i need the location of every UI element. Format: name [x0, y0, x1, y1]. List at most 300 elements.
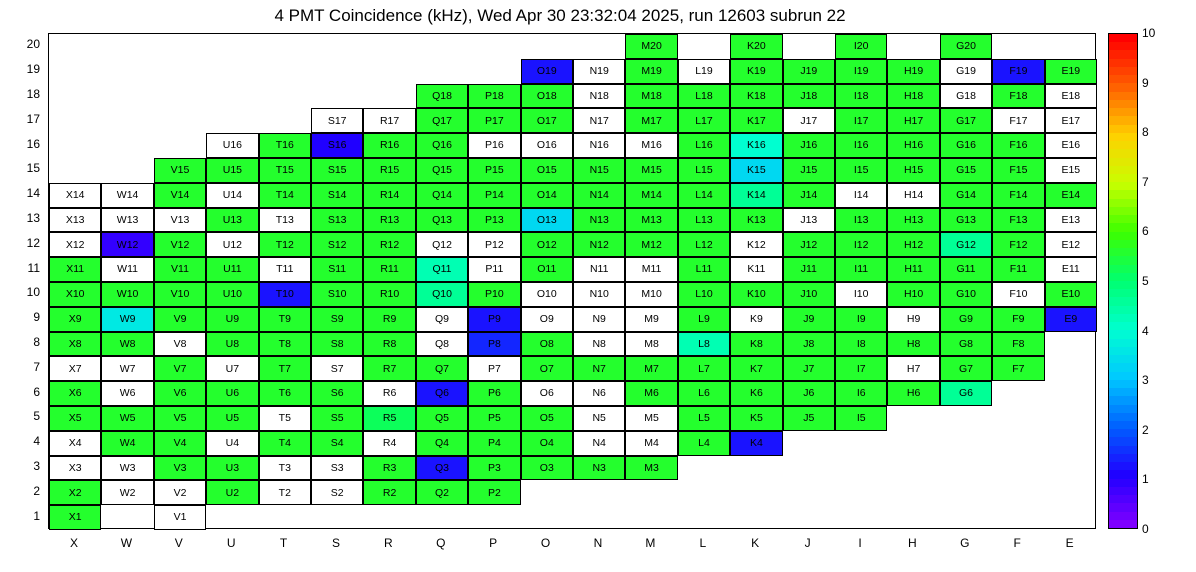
heatmap-cell: O5	[521, 406, 573, 431]
heatmap-cell: M6	[625, 381, 677, 406]
heatmap-cell: N8	[573, 332, 625, 357]
heatmap-cell: I17	[835, 108, 887, 133]
heatmap-cell: P13	[468, 208, 520, 233]
heatmap-cell: E17	[1045, 108, 1097, 133]
heatmap-cell: L9	[678, 307, 730, 332]
colorbar-segment	[1109, 140, 1137, 149]
heatmap-cell: S17	[311, 108, 363, 133]
heatmap-cell: N9	[573, 307, 625, 332]
x-axis-tick-label: S	[331, 536, 340, 550]
heatmap-cell: R16	[363, 133, 415, 158]
heatmap-cell: S6	[311, 381, 363, 406]
heatmap-cell: V5	[154, 406, 206, 431]
colorbar-segment	[1109, 148, 1137, 157]
heatmap-cell: W14	[101, 183, 153, 208]
heatmap-cell: S11	[311, 257, 363, 282]
heatmap-cell: U3	[206, 456, 258, 481]
heatmap-cell: F15	[992, 158, 1044, 183]
colorbar-segment	[1109, 371, 1137, 380]
heatmap-cell: W6	[101, 381, 153, 406]
heatmap-cell: R15	[363, 158, 415, 183]
heatmap-cell: K20	[730, 34, 782, 59]
heatmap-cell: M16	[625, 133, 677, 158]
heatmap-cell: P18	[468, 84, 520, 109]
heatmap-cell: T12	[259, 232, 311, 257]
heatmap-cell: S12	[311, 232, 363, 257]
heatmap-cell: J17	[783, 108, 835, 133]
heatmap-cell: P2	[468, 480, 520, 505]
colorbar-segment	[1109, 272, 1137, 281]
heatmap-cell: O15	[521, 158, 573, 183]
colorbar-segment	[1109, 511, 1137, 520]
heatmap-cell: Q8	[416, 332, 468, 357]
heatmap-cell: U4	[206, 431, 258, 456]
heatmap-cell: U7	[206, 356, 258, 381]
heatmap-cell: R7	[363, 356, 415, 381]
heatmap-cell: K6	[730, 381, 782, 406]
heatmap-cell: H9	[887, 307, 939, 332]
heatmap-cell: F9	[992, 307, 1044, 332]
heatmap-cell: I19	[835, 59, 887, 84]
colorbar-segment	[1109, 469, 1137, 478]
heatmap-cell: G6	[940, 381, 992, 406]
heatmap-cell: P5	[468, 406, 520, 431]
heatmap-cell: G11	[940, 257, 992, 282]
heatmap-cell: O14	[521, 183, 573, 208]
x-axis-tick-label: F	[1013, 536, 1021, 550]
heatmap-cell: T4	[259, 431, 311, 456]
heatmap-cell: R14	[363, 183, 415, 208]
heatmap-cell: Q9	[416, 307, 468, 332]
colorbar-segment	[1109, 404, 1137, 413]
heatmap-cell: T10	[259, 282, 311, 307]
colorbar-segment	[1109, 362, 1137, 371]
heatmap-cell: M7	[625, 356, 677, 381]
heatmap-cell: K13	[730, 208, 782, 233]
heatmap-cell: H18	[887, 84, 939, 109]
heatmap-cell: W4	[101, 431, 153, 456]
x-axis-tick-label: X	[69, 536, 78, 550]
colorbar-segment	[1109, 132, 1137, 141]
heatmap-cell: N18	[573, 84, 625, 109]
heatmap-cell: L5	[678, 406, 730, 431]
x-axis-tick-label: K	[751, 536, 760, 550]
heatmap-cell: K5	[730, 406, 782, 431]
colorbar-tick-label: 7	[1142, 174, 1149, 189]
heatmap-cell: F10	[992, 282, 1044, 307]
heatmap-cell: P17	[468, 108, 520, 133]
heatmap-cell: L13	[678, 208, 730, 233]
colorbar-segment	[1109, 321, 1137, 330]
heatmap-cell: G16	[940, 133, 992, 158]
heatmap-cell: W10	[101, 282, 153, 307]
heatmap-cell: O8	[521, 332, 573, 357]
heatmap-cell: U5	[206, 406, 258, 431]
heatmap-cell: F11	[992, 257, 1044, 282]
heatmap-cell: R11	[363, 257, 415, 282]
colorbar-tick-label: 6	[1142, 224, 1149, 239]
y-axis-tick-label: 1	[33, 508, 40, 523]
heatmap-cell: F18	[992, 84, 1044, 109]
heatmap-cell: P7	[468, 356, 520, 381]
x-axis-tick-label: P	[489, 536, 498, 550]
heatmap-cell: F12	[992, 232, 1044, 257]
heatmap-cell: T14	[259, 183, 311, 208]
heatmap-cell: I15	[835, 158, 887, 183]
heatmap-cell: K16	[730, 133, 782, 158]
heatmap-cell: V12	[154, 232, 206, 257]
heatmap-cell: V15	[154, 158, 206, 183]
heatmap-cell: J9	[783, 307, 835, 332]
colorbar-segment	[1109, 206, 1137, 215]
heatmap-cell: M17	[625, 108, 677, 133]
colorbar-segment	[1109, 214, 1137, 223]
heatmap-cell: M8	[625, 332, 677, 357]
heatmap-cell: M5	[625, 406, 677, 431]
heatmap-cell: L16	[678, 133, 730, 158]
heatmap-cell: E12	[1045, 232, 1097, 257]
heatmap-cell: I10	[835, 282, 887, 307]
heatmap-cell: V4	[154, 431, 206, 456]
heatmap-cell: Q6	[416, 381, 468, 406]
heatmap-cell: T11	[259, 257, 311, 282]
y-axis-tick-label: 14	[26, 186, 40, 201]
heatmap-cell: N19	[573, 59, 625, 84]
heatmap-cell: X14	[49, 183, 101, 208]
heatmap-cell: S8	[311, 332, 363, 357]
heatmap-cell: S3	[311, 456, 363, 481]
heatmap-cell: U12	[206, 232, 258, 257]
colorbar-tick-label: 3	[1142, 373, 1149, 388]
heatmap-cell: L10	[678, 282, 730, 307]
colorbar-segment	[1109, 329, 1137, 338]
colorbar-segment	[1109, 296, 1137, 305]
heatmap-cell: N6	[573, 381, 625, 406]
colorbar-segment	[1109, 66, 1137, 75]
heatmap-cell: R17	[363, 108, 415, 133]
colorbar-tick-label: 10	[1142, 26, 1156, 40]
heatmap-cell: Q5	[416, 406, 468, 431]
heatmap-cell: N4	[573, 431, 625, 456]
heatmap-cell: N16	[573, 133, 625, 158]
heatmap-cell: F17	[992, 108, 1044, 133]
heatmap-cell: V11	[154, 257, 206, 282]
heatmap-cell: Q7	[416, 356, 468, 381]
heatmap-cell: I11	[835, 257, 887, 282]
heatmap-cell: O9	[521, 307, 573, 332]
heatmap-cell: K11	[730, 257, 782, 282]
heatmap-cell: M14	[625, 183, 677, 208]
x-axis-tick-label: L	[699, 536, 707, 550]
heatmap-cell: H13	[887, 208, 939, 233]
heatmap-cell: J11	[783, 257, 835, 282]
heatmap-cell: W8	[101, 332, 153, 357]
colorbar-segment	[1109, 494, 1137, 503]
heatmap-cell: P6	[468, 381, 520, 406]
colorbar-segment	[1109, 115, 1137, 124]
heatmap-cell: M11	[625, 257, 677, 282]
heatmap-cell: Q11	[416, 257, 468, 282]
heatmap-cell: U11	[206, 257, 258, 282]
heatmap-cell: P10	[468, 282, 520, 307]
heatmap-cell: V10	[154, 282, 206, 307]
colorbar-segment	[1109, 198, 1137, 207]
y-axis-tick-label: 15	[26, 161, 40, 176]
heatmap-cell: T5	[259, 406, 311, 431]
heatmap-cell: O18	[521, 84, 573, 109]
heatmap-cell: G18	[940, 84, 992, 109]
heatmap-cell: K15	[730, 158, 782, 183]
heatmap-cell: F19	[992, 59, 1044, 84]
heatmap-cell: N17	[573, 108, 625, 133]
heatmap-cell: R13	[363, 208, 415, 233]
heatmap-cell: U10	[206, 282, 258, 307]
heatmap-cell: O16	[521, 133, 573, 158]
heatmap-cell: T7	[259, 356, 311, 381]
y-axis-tick-label: 6	[33, 384, 40, 399]
heatmap-cell: M19	[625, 59, 677, 84]
heatmap-cell: W7	[101, 356, 153, 381]
x-axis-tick-label: H	[908, 536, 917, 550]
heatmap-cell: X11	[49, 257, 101, 282]
colorbar-segment	[1109, 288, 1137, 297]
heatmap-cell: K8	[730, 332, 782, 357]
colorbar-segment	[1109, 313, 1137, 322]
colorbar-segment	[1109, 461, 1137, 470]
x-axis-tick-label: T	[279, 536, 288, 550]
heatmap-cell: I13	[835, 208, 887, 233]
heatmap-cell: O6	[521, 381, 573, 406]
heatmap-cell: R9	[363, 307, 415, 332]
heatmap-cell: V7	[154, 356, 206, 381]
heatmap-cell: P15	[468, 158, 520, 183]
x-axis-tick-label: R	[384, 536, 393, 550]
heatmap-cell: M12	[625, 232, 677, 257]
heatmap-cell: J16	[783, 133, 835, 158]
heatmap-cell: T13	[259, 208, 311, 233]
heatmap-cell: V2	[154, 480, 206, 505]
colorbar-segment	[1109, 519, 1137, 528]
heatmap-cell: R8	[363, 332, 415, 357]
heatmap-cell: S4	[311, 431, 363, 456]
chart-title: 4 PMT Coincidence (kHz), Wed Apr 30 23:32:04 2025, run 12603 subrun 22	[274, 6, 846, 25]
x-axis-tick-label: M	[645, 536, 656, 550]
y-axis-tick-label: 2	[33, 483, 40, 498]
heatmap-cell: X8	[49, 332, 101, 357]
colorbar-segment	[1109, 502, 1137, 511]
heatmap-cell: L4	[678, 431, 730, 456]
y-axis-tick-label: 11	[27, 260, 40, 275]
heatmap-cell: G17	[940, 108, 992, 133]
heatmap-cell: O12	[521, 232, 573, 257]
heatmap-cell: F14	[992, 183, 1044, 208]
heatmap-cell: J10	[783, 282, 835, 307]
x-axis-tick-label: J	[804, 536, 811, 550]
heatmap-cell: L8	[678, 332, 730, 357]
heatmap-cell: P8	[468, 332, 520, 357]
x-axis-tick-label: G	[960, 536, 970, 550]
colorbar-segment	[1109, 478, 1137, 487]
heatmap-cell: U16	[206, 133, 258, 158]
heatmap-cell: T6	[259, 381, 311, 406]
heatmap-cell: V9	[154, 307, 206, 332]
heatmap-cell: Q13	[416, 208, 468, 233]
heatmap-cell: E10	[1045, 282, 1097, 307]
y-axis-tick-label: 8	[33, 335, 40, 349]
heatmap-cell: F13	[992, 208, 1044, 233]
heatmap-cell: X2	[49, 480, 101, 505]
colorbar-segment	[1109, 453, 1137, 462]
heatmap-cell: F16	[992, 133, 1044, 158]
y-axis-tick-label: 19	[26, 62, 40, 77]
colorbar-segment	[1109, 338, 1137, 347]
heatmap-cell: S9	[311, 307, 363, 332]
heatmap-cell: K17	[730, 108, 782, 133]
heatmap-cell: R5	[363, 406, 415, 431]
heatmap-cell: N13	[573, 208, 625, 233]
heatmap-cell: E16	[1045, 133, 1097, 158]
colorbar-tick-label: 4	[1142, 323, 1149, 338]
y-axis-tick-label: 16	[26, 136, 40, 151]
heatmap-cell: Q3	[416, 456, 468, 481]
colorbar-segment	[1109, 346, 1137, 355]
heatmap-cell: V8	[154, 332, 206, 357]
heatmap-cell: Q14	[416, 183, 468, 208]
colorbar-segment	[1109, 428, 1137, 437]
heatmap-cell: G10	[940, 282, 992, 307]
heatmap-cell: G15	[940, 158, 992, 183]
heatmap-cell: Q15	[416, 158, 468, 183]
heatmap-cell: H12	[887, 232, 939, 257]
heatmap-cell: J8	[783, 332, 835, 357]
heatmap-cell: G19	[940, 59, 992, 84]
heatmap-cell: T8	[259, 332, 311, 357]
colorbar-segment	[1109, 124, 1137, 133]
heatmap-cell: V13	[154, 208, 206, 233]
colorbar-tick-label: 1	[1142, 472, 1149, 487]
y-axis-tick-label: 4	[33, 434, 40, 449]
heatmap-cell: V3	[154, 456, 206, 481]
colorbar-segment	[1109, 412, 1137, 421]
heatmap-cell: P4	[468, 431, 520, 456]
heatmap-cell: G20	[940, 34, 992, 59]
heatmap-cell: I8	[835, 332, 887, 357]
heatmap-cell: W5	[101, 406, 153, 431]
heatmap-cell: S13	[311, 208, 363, 233]
heatmap-cell: H11	[887, 257, 939, 282]
heatmap-cell: L19	[678, 59, 730, 84]
heatmap-cell: O10	[521, 282, 573, 307]
heatmap-cell: S7	[311, 356, 363, 381]
heatmap-cell: P14	[468, 183, 520, 208]
heatmap-cell: U8	[206, 332, 258, 357]
colorbar-segment	[1109, 255, 1137, 264]
heatmap-cell: H7	[887, 356, 939, 381]
heatmap-cell: V1	[154, 505, 206, 530]
heatmap-cell: E19	[1045, 59, 1097, 84]
heatmap-cell: I5	[835, 406, 887, 431]
y-axis-tick-label: 7	[33, 359, 40, 374]
heatmap-cell: P12	[468, 232, 520, 257]
heatmap-cell: N15	[573, 158, 625, 183]
heatmap-cell: K4	[730, 431, 782, 456]
heatmap-cell: H19	[887, 59, 939, 84]
heatmap-cell: P3	[468, 456, 520, 481]
colorbar-segment	[1109, 107, 1137, 116]
colorbar-tick-label: 5	[1142, 274, 1149, 288]
heatmap-cell: H15	[887, 158, 939, 183]
heatmap-cell: X4	[49, 431, 101, 456]
heatmap-cell: J5	[783, 406, 835, 431]
heatmap-cell: K19	[730, 59, 782, 84]
colorbar-segment	[1109, 247, 1137, 256]
heatmap-cell: K9	[730, 307, 782, 332]
heatmap-cell: N14	[573, 183, 625, 208]
colorbar-segment	[1109, 486, 1137, 495]
heatmap-cell: T9	[259, 307, 311, 332]
y-axis-tick-label: 9	[33, 310, 40, 325]
heatmap-cell: T2	[259, 480, 311, 505]
heatmap-cell: M15	[625, 158, 677, 183]
heatmap-cell: W9	[101, 307, 153, 332]
heatmap-cell: G14	[940, 183, 992, 208]
heatmap-cell: N12	[573, 232, 625, 257]
heatmap-cell: L15	[678, 158, 730, 183]
colorbar-segment	[1109, 264, 1137, 273]
colorbar-tick-label: 0	[1142, 522, 1149, 536]
colorbar-segment	[1109, 231, 1137, 240]
heatmap-cell: O19	[521, 59, 573, 84]
colorbar-segment	[1109, 222, 1137, 231]
heatmap-cell: M13	[625, 208, 677, 233]
heatmap-cell: X9	[49, 307, 101, 332]
heatmap-cell: T16	[259, 133, 311, 158]
heatmap-cell: O3	[521, 456, 573, 481]
colorbar-segment	[1109, 239, 1137, 248]
heatmap-cell: H10	[887, 282, 939, 307]
heatmap-cell: J14	[783, 183, 835, 208]
heatmap-cell: Q17	[416, 108, 468, 133]
colorbar-segment	[1109, 173, 1137, 182]
colorbar-segment	[1109, 157, 1137, 166]
colorbar-segment	[1109, 189, 1137, 198]
heatmap-cell: P11	[468, 257, 520, 282]
heatmap-cell: J12	[783, 232, 835, 257]
heatmap-cell: K18	[730, 84, 782, 109]
heatmap-cell: X7	[49, 356, 101, 381]
heatmap-cell: R4	[363, 431, 415, 456]
heatmap-cell: E11	[1045, 257, 1097, 282]
heatmap-cell: O4	[521, 431, 573, 456]
heatmap-cell: T3	[259, 456, 311, 481]
heatmap-cell: U13	[206, 208, 258, 233]
heatmap-cell: T15	[259, 158, 311, 183]
y-axis-tick-label: 3	[33, 459, 40, 473]
heatmap-cell: L14	[678, 183, 730, 208]
y-axis-tick-label: 17	[26, 111, 40, 126]
heatmap-cell: N7	[573, 356, 625, 381]
heatmap-cell: Q4	[416, 431, 468, 456]
colorbar-segment	[1109, 41, 1137, 50]
heatmap-cell: L6	[678, 381, 730, 406]
heatmap-cell: M9	[625, 307, 677, 332]
heatmap-cell: I9	[835, 307, 887, 332]
colorbar-segment	[1109, 354, 1137, 363]
y-axis-tick-label: 5	[33, 409, 40, 424]
heatmap-cell: E9	[1045, 307, 1097, 332]
heatmap-cell: U2	[206, 480, 258, 505]
heatmap-cell: X3	[49, 456, 101, 481]
